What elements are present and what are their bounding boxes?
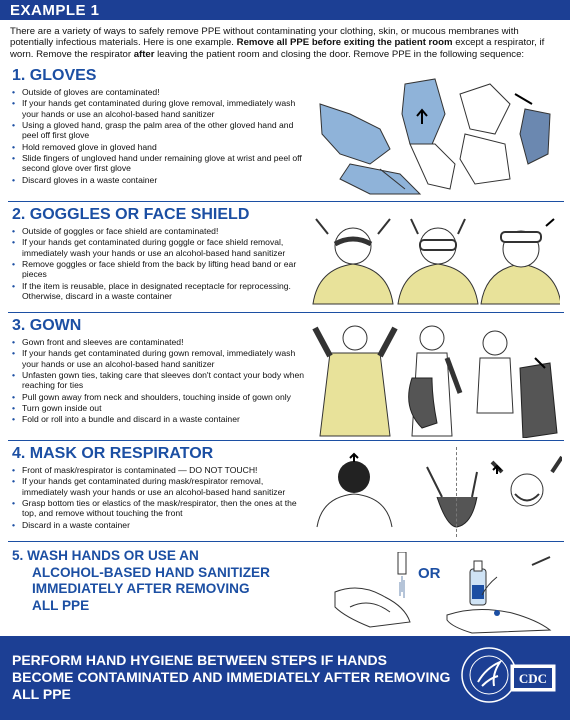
intro-bold-1: Remove all PPE before exiting the patient room [236, 37, 453, 49]
list-item: • Discard in a waste container [8, 520, 308, 530]
intro-bold-2: after [133, 48, 155, 60]
list-item: • Grasp bottom ties or elastics of the mask/respirator, then the ones at the top, and remove without touching the front [8, 498, 308, 518]
list-item: • Unfasten gown ties, taking care that sleeves don't contact your body when reaching for ties [8, 370, 308, 390]
section-title: 1. GLOVES [12, 67, 97, 84]
list-item: • If your hands get contaminated during gown removal, immediately wash your hands or use an alcohol-based hand sanitizer [8, 348, 308, 368]
list-item: • If your hands get contaminated during goggle or face shield removal, immediately wash your hands or use an alcohol-based hand sanitizer [8, 237, 308, 257]
wash-line-3: IMMEDIATELY AFTER REMOVING [32, 581, 250, 596]
divider [8, 312, 564, 313]
glove-removal-illustration [310, 74, 560, 198]
bullet-list [8, 337, 308, 425]
list-item: • Front of mask/respirator is contaminated — DO NOT TOUCH! [8, 465, 308, 475]
section-title: 4. MASK OR RESPIRATOR [12, 445, 214, 462]
bullet-list [8, 226, 308, 301]
section-title: 3. GOWN [12, 317, 82, 334]
wash-line-4: ALL PPE [32, 597, 90, 613]
list-item: • Hold removed glove in gloved hand [8, 142, 308, 152]
list-item: • Using a gloved hand, grasp the palm area of the other gloved hand and peel off first glove [8, 120, 308, 140]
intro-text-3: leaving the patient room and closing the door. Remove PPE in the following sequence: [154, 48, 525, 60]
list-item: • Turn gown inside out [8, 403, 308, 413]
divider [8, 440, 564, 441]
list-item: • Outside of goggles or face shield are contaminated! [8, 226, 308, 236]
header-bar [0, 0, 570, 20]
list-item: • Discard gloves in a waste container [8, 175, 308, 185]
hand-sanitizer-illustration [442, 555, 554, 635]
gown-removal-illustration [310, 318, 560, 438]
intro-paragraph [10, 26, 562, 60]
list-item: • Remove goggles or face shield from the back by lifting head band or ear pieces [8, 259, 308, 279]
intro-text-1: There are a variety of ways to safely remove PPE without contaminating your clothing, skin, or mucous membranes with potentially infectious materials. Here is one example. [10, 26, 519, 49]
list-item: • If the item is reusable, place in designated receptacle for reprocessing. Otherwise, discard in a waste container [8, 281, 308, 301]
goggles-removal-illustration [308, 214, 560, 310]
wash-line-1: 5. WASH HANDS OR USE AN [12, 548, 199, 563]
divider-dashed [456, 447, 457, 537]
mask-removal-illustration [312, 452, 562, 538]
list-item: • Outside of gloves are contaminated! [8, 87, 308, 97]
page-title: EXAMPLE 1 [10, 2, 100, 19]
cdc-logo-icon [510, 664, 556, 692]
wash-line-2: ALCOHOL-BASED HAND SANITIZER [32, 564, 270, 580]
cdc-logo-text: CDC [518, 671, 548, 686]
hand-washing-illustration [330, 552, 415, 632]
list-item: • If your hands get contaminated during mask/respirator removal, immediately wash your hands or use an alcohol-based hand sanitizer [8, 476, 308, 496]
footer-banner [0, 636, 570, 720]
list-item: • Slide fingers of ungloved hand under remaining glove at wrist and peel off second glove over first glove [8, 153, 308, 173]
list-item: • Fold or roll into a bundle and discard in a waste container [8, 414, 308, 424]
list-item: • If your hands get contaminated during glove removal, immediately wash your hands or use an alcohol-based hand sanitizer [8, 98, 308, 118]
divider [8, 541, 564, 542]
divider [8, 201, 564, 202]
section-title: 2. GOGGLES OR FACE SHIELD [12, 206, 250, 223]
intro-text-2: except a respirator, if worn. Remove the respirator [10, 37, 545, 60]
footer-text: PERFORM HAND HYGIENE BETWEEN STEPS IF HANDS BECOME CONTAMINATED AND IMMEDIATELY AFTER REMOVING ALL PPE [12, 652, 451, 702]
bullet-list [8, 87, 308, 185]
bullet-list [8, 465, 308, 530]
list-item: • Gown front and sleeves are contaminated! [8, 337, 308, 347]
list-item: • Pull gown away from neck and shoulders, touching inside of gown only [8, 392, 308, 402]
or-label: OR [418, 565, 441, 582]
